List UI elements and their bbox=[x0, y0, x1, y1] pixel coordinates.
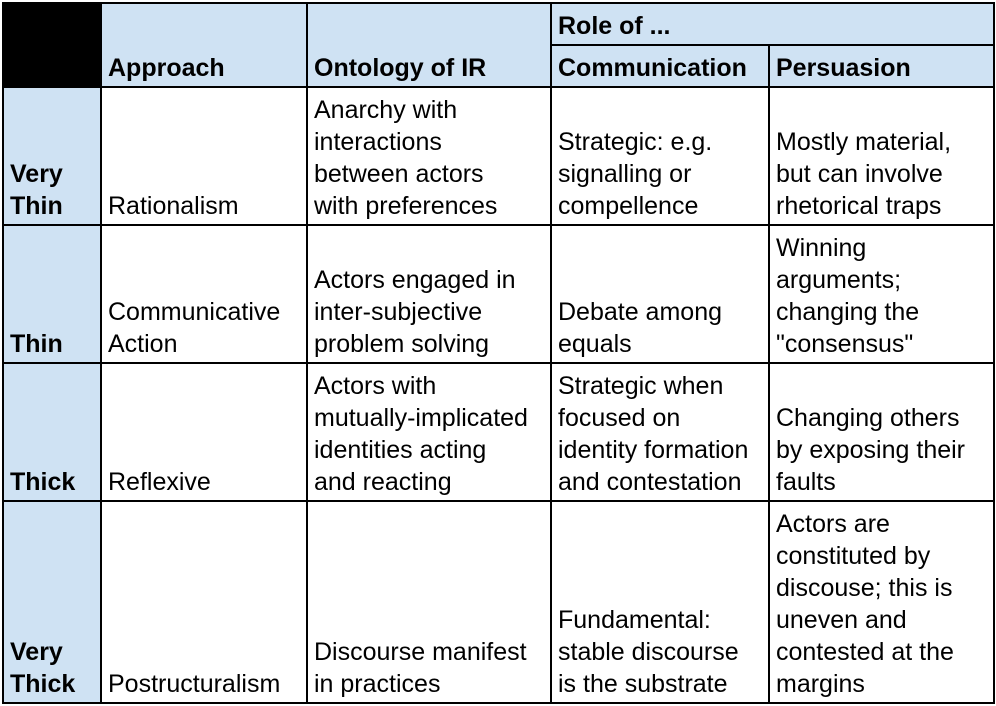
persuasion-cell: Mostly material, but can involve rhetorical traps bbox=[769, 87, 994, 225]
table-row bbox=[3, 87, 994, 225]
communication-cell: Fundamental: stable discourse is the substrate bbox=[551, 501, 769, 703]
ontology-cell: Discourse manifest in practices bbox=[307, 501, 551, 703]
header-ontology: Ontology of IR bbox=[307, 3, 551, 87]
header-approach: Approach bbox=[101, 3, 307, 87]
ir-approaches-table bbox=[2, 2, 995, 704]
table-row bbox=[3, 363, 994, 501]
table-row bbox=[3, 501, 994, 703]
approach-cell: Reflexive bbox=[101, 363, 307, 501]
header-row-top bbox=[3, 3, 994, 45]
approach-cell: Postructuralism bbox=[101, 501, 307, 703]
header-communication: Communication bbox=[551, 45, 769, 87]
row-label: Thin bbox=[3, 225, 101, 363]
communication-cell: Strategic when focused on identity formation and contestation bbox=[551, 363, 769, 501]
ontology-cell: Actors with mutually-implicated identities acting and reacting bbox=[307, 363, 551, 501]
ontology-cell: Anarchy with interactions between actors with preferences bbox=[307, 87, 551, 225]
row-label: Very Thin bbox=[3, 87, 101, 225]
persuasion-cell: Actors are constituted by discouse; this is uneven and contested at the margins bbox=[769, 501, 994, 703]
row-label: Very Thick bbox=[3, 501, 101, 703]
table-row bbox=[3, 225, 994, 363]
persuasion-cell: Changing others by exposing their faults bbox=[769, 363, 994, 501]
header-persuasion: Persuasion bbox=[769, 45, 994, 87]
persuasion-cell: Winning arguments; changing the "consensus" bbox=[769, 225, 994, 363]
communication-cell: Strategic: e.g. signalling or compellence bbox=[551, 87, 769, 225]
approach-cell: Communicative Action bbox=[101, 225, 307, 363]
corner-cell bbox=[3, 3, 101, 87]
header-role-group: Role of ... bbox=[551, 3, 994, 45]
approach-cell: Rationalism bbox=[101, 87, 307, 225]
communication-cell: Debate among equals bbox=[551, 225, 769, 363]
ontology-cell: Actors engaged in inter-subjective problem solving bbox=[307, 225, 551, 363]
row-label: Thick bbox=[3, 363, 101, 501]
